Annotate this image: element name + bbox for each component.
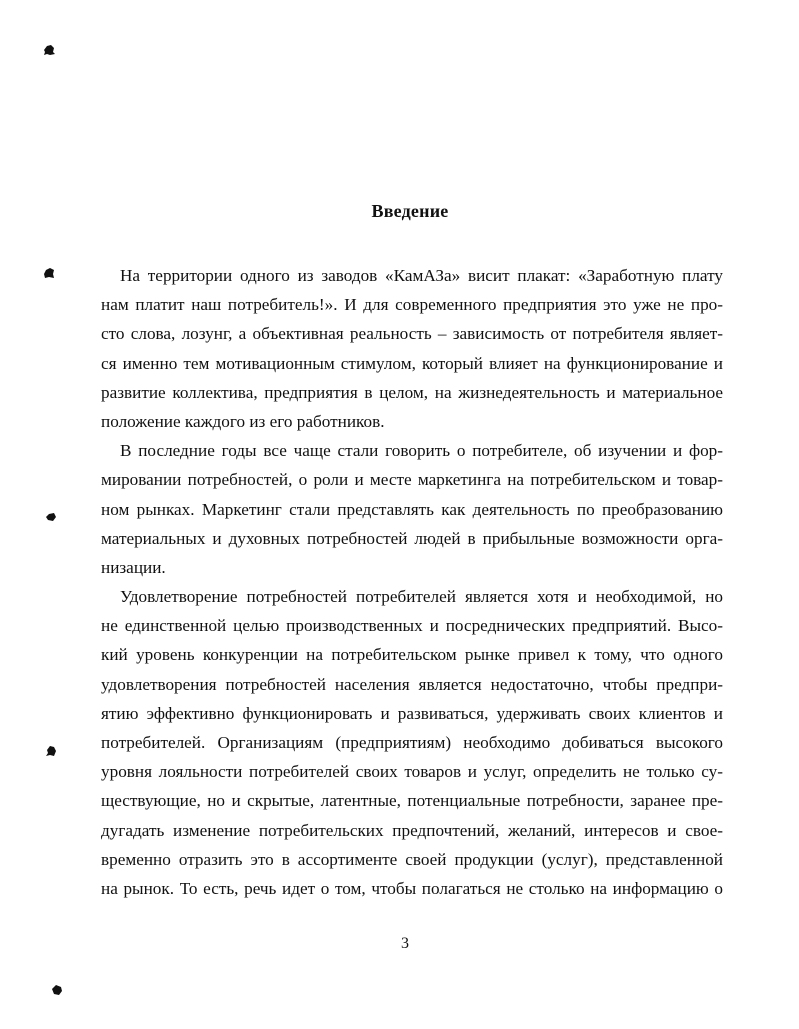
text-line: материальных и духовных потребностей людей в прибыльные возможности орга- bbox=[101, 528, 723, 548]
text-line: развитие коллектива, предприятия в целом, на жизнедеятельность и материальное bbox=[101, 382, 723, 402]
text-line: дугадать изменение потребительских предпочтений, желаний, интересов и свое- bbox=[101, 820, 723, 840]
text-line: ятию эффективно функционировать и развиваться, удерживать своих клиентов и bbox=[101, 703, 723, 723]
text-line: удовлетворения потребностей населения является недостаточно, чтобы предпри- bbox=[101, 674, 723, 694]
ink-blot-icon bbox=[42, 43, 56, 57]
ink-blot-icon bbox=[50, 983, 64, 997]
ink-blot-icon bbox=[44, 744, 58, 758]
text-line: Удовлетворение потребностей потребителей является хотя и необходимой, но bbox=[120, 587, 723, 607]
text-line: потребителей. Организациям (предприятиям) необходимо добиваться высокого bbox=[101, 733, 723, 752]
text-line: на рынок. То есть, речь идет о том, чтобы полагаться не столько на информацию о bbox=[101, 878, 723, 898]
ink-blot-icon bbox=[42, 266, 56, 280]
text-line: временно отразить это в ассортименте своей продукции (услуг), представленной bbox=[101, 849, 723, 869]
ink-blot-icon bbox=[44, 510, 58, 524]
text-line: ществующие, но и скрытые, латентные, потенциальные потребности, заранее пре- bbox=[101, 791, 723, 811]
text-line: ном рынках. Маркетинг стали представлять как деятельность по преобразованию bbox=[101, 499, 723, 519]
text-line: нам платит наш потребитель!». И для современного предприятия это уже не про- bbox=[101, 295, 723, 315]
page-title: Введение bbox=[371, 201, 449, 221]
page-number: 3 bbox=[401, 935, 409, 952]
text-line: В последние годы все чаще стали говорить о потребителе, об изучении и фор- bbox=[120, 441, 723, 461]
text-line: не единственной целью производственных и посреднических предприятий. Высо- bbox=[101, 616, 723, 636]
text-line: мировании потребностей, о роли и месте маркетинга на потребительском и товар- bbox=[101, 470, 723, 490]
text-line: На территории одного из заводов «КамАЗа» висит плакат: «Заработную плату bbox=[120, 266, 723, 285]
text-line: кий уровень конкуренции на потребительском рынке привел к тому, что одного bbox=[101, 645, 723, 665]
text-line: уровня лояльности потребителей своих товаров и услуг, определить не только су- bbox=[101, 762, 723, 782]
text-line: ся именно тем мотивационным стимулом, который влияет на функционирование и bbox=[101, 353, 723, 373]
text-line: положение каждого из его работников. bbox=[101, 411, 385, 431]
document-body bbox=[101, 261, 723, 903]
text-line: низации. bbox=[101, 557, 166, 577]
text-line: сто слова, лозунг, а объективная реальность – зависимость от потребителя являет- bbox=[101, 324, 723, 344]
